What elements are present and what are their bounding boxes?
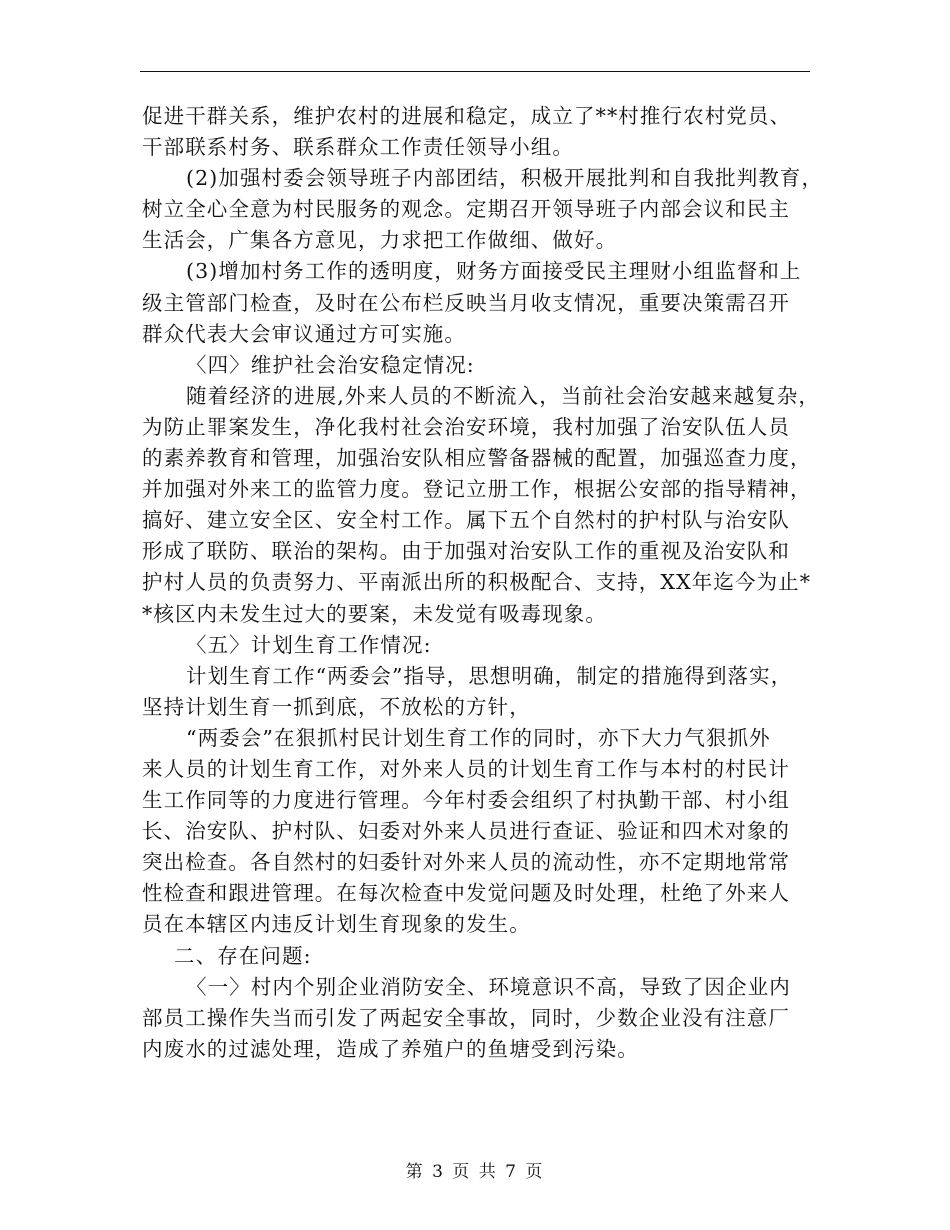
text-line: 生工作同等的力度进行管理。今年村委会组织了村执勤干部、村小组 (142, 788, 790, 813)
text-line: *核区内未发生过大的要案，未发觉有吸毒现象。 (142, 601, 607, 626)
text-line: 内废水的过滤处理，造成了养殖户的鱼塘受到污染。 (142, 1036, 639, 1061)
page-number-footer: 第 3 页 共 7 页 (405, 1162, 545, 1182)
text-line: 员在本辖区内违反计划生育现象的发生。 (142, 912, 531, 937)
header-rule (140, 71, 810, 72)
text-line: 为防止罪案发生，净化我村社会治安环境，我村加强了治安队伍人员 (142, 414, 790, 439)
text-line: 〈一〉村内个别企业消防安全、环境意识不高，导致了因企业内 (186, 974, 791, 999)
text-line: 级主管部门检查，及时在公布栏反映当月收支情况，重要决策需召开 (142, 290, 790, 315)
text-line: 搞好、建立安全区、安全村工作。属下五个自然村的护村队与治安队 (142, 508, 790, 533)
text-line: 干部联系村务、联系群众工作责任领导小组。 (142, 135, 574, 160)
text-line: 部员工操作失当而引发了两起安全事故，同时，少数企业没有注意厂 (142, 1005, 790, 1030)
text-line: 形成了联防、联治的架构。由于加强对治安队工作的重视及治安队和 (142, 539, 790, 564)
text-line: 〈四〉维护社会治安稳定情况: (186, 352, 475, 377)
text-line: 性检查和跟进管理。在每次检查中发觉问题及时处理，杜绝了外来人 (142, 881, 790, 906)
text-line: 随着经济的进展,外来人员的不断流入，当前社会治安越来越复杂， (186, 383, 821, 408)
text-line: 群众代表大会审议通过方可实施。 (142, 321, 466, 346)
text-line: (3)增加村务工作的透明度，财务方面接受民主理财小组监督和上 (186, 259, 802, 284)
text-line: 并加强对外来工的监管力度。登记立册工作，根据公安部的指导精神， (142, 477, 812, 502)
text-line: 的素养教育和管理，加强治安队相应警备器械的配置，加强巡查力度， (142, 446, 812, 471)
text-line: 突出检查。各自然村的妇委针对外来人员的流动性，亦不定期地常常 (142, 850, 790, 875)
text-line: “两委会”在狠抓村民计划生育工作的同时，亦下大力气狠抓外 (186, 725, 771, 750)
text-line: 长、治安队、护村队、妇委对外来人员进行查证、验证和四术对象的 (142, 819, 790, 844)
text-line: 坚持计划生育一抓到底，不放松的方针， (142, 694, 531, 719)
text-line: 生活会，广集各方意见，力求把工作做细、做好。 (142, 228, 618, 253)
text-line: 计划生育工作“两委会”指导，思想明确，制定的措施得到落实， (186, 663, 793, 688)
text-line: 二、存在问题: (174, 943, 312, 968)
text-line: (2)加强村委会领导班子内部团结，积极开展批判和自我批判教育， (186, 166, 824, 191)
text-line: 树立全心全意为村民服务的观念。定期召开领导班子内部会议和民主 (142, 197, 790, 222)
text-line: 来人员的计划生育工作，对外来人员的计划生育工作与本村的村民计 (142, 756, 790, 781)
text-line: 促进干群关系，维护农村的进展和稳定，成立了**村推行农村党员、 (142, 104, 792, 128)
text-line: 〈五〉计划生育工作情况: (186, 632, 432, 657)
text-line: 护村人员的负责努力、平南派出所的积极配合、支持，XX年迄今为止* (142, 570, 812, 595)
body-text (142, 101, 832, 1065)
